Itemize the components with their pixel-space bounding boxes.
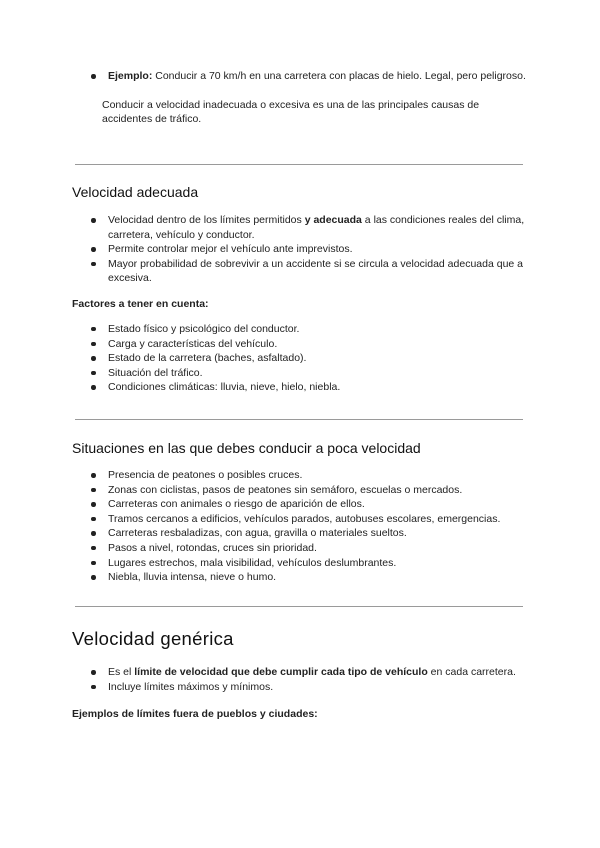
item-text: a las condiciones reales del clima, carretera, vehículo y conductor. [108,214,525,241]
item-text: en cada carretera. [427,666,516,678]
list-item: Incluye límites máximos y mínimos. [72,680,530,695]
slow-title: Situaciones en las que debes conducir a poca velocidad [72,440,421,456]
item-bold-text: límite de velocidad que debe cumplir cada tipo de vehículo [134,666,428,678]
generic-title: Velocidad genérica [72,628,234,649]
list-item: Presencia de peatones o posibles cruces. [72,468,530,483]
generic-section [72,628,530,721]
slow-section [72,439,530,585]
item-bold-text: y adecuada [304,214,362,226]
example-text: Conducir a 70 km/h en una carretera con placas de hielo. Legal, pero peligroso. [152,70,526,82]
list-item: Niebla, lluvia intensa, nieve o humo. [72,570,530,585]
factors-list [72,322,530,395]
list-item: Situación del tráfico. [72,366,530,381]
generic-list [72,665,530,694]
list-item [72,213,530,242]
list-item: Zonas con ciclistas, pasos de peatones sin semáforo, escuelas o mercados. [72,483,530,498]
factors-title: Factores a tener en cuenta: [72,297,209,310]
example-label: Ejemplo: [108,70,153,82]
example-item [72,69,530,84]
list-item [72,665,530,680]
divider-2 [75,419,523,420]
list-item: Carga y características del vehículo. [72,337,530,352]
adequate-list [72,213,530,286]
intro-paragraph: Conducir a velocidad inadecuada o excesiva es una de las principales causas de accidentes de tráfico. [102,98,480,126]
list-item: Pasos a nivel, rotondas, cruces sin prioridad. [72,541,530,556]
intro-section [72,69,530,127]
list-item: Carreteras con animales o riesgo de aparición de ellos. [72,497,530,512]
list-item: Permite controlar mejor el vehículo ante imprevistos. [72,242,530,257]
list-item: Condiciones climáticas: lluvia, nieve, hielo, niebla. [72,380,530,395]
examples-title: Ejemplos de límites fuera de pueblos y ciudades: [72,708,318,721]
adequate-title: Velocidad adecuada [72,184,199,200]
divider-1 [75,164,523,165]
adequate-section [72,183,530,395]
list-item: Carreteras resbaladizas, con agua, gravilla o materiales sueltos. [72,526,530,541]
list-item: Tramos cercanos a edificios, vehículos parados, autobuses escolares, emergencias. [72,512,530,527]
list-item: Estado físico y psicológico del conductor. [72,322,530,337]
slow-list [72,468,530,585]
item-text: Es el [108,666,135,678]
item-text: Velocidad dentro de los límites permitidos [108,214,305,226]
list-item: Mayor probabilidad de sobrevivir a un accidente si se circula a velocidad adecuada que a excesiva. [72,257,530,286]
list-item: Estado de la carretera (baches, asfaltado). [72,351,530,366]
divider-3 [75,606,523,607]
intro-list [72,69,530,84]
list-item: Lugares estrechos, mala visibilidad, vehículos deslumbrantes. [72,556,530,571]
